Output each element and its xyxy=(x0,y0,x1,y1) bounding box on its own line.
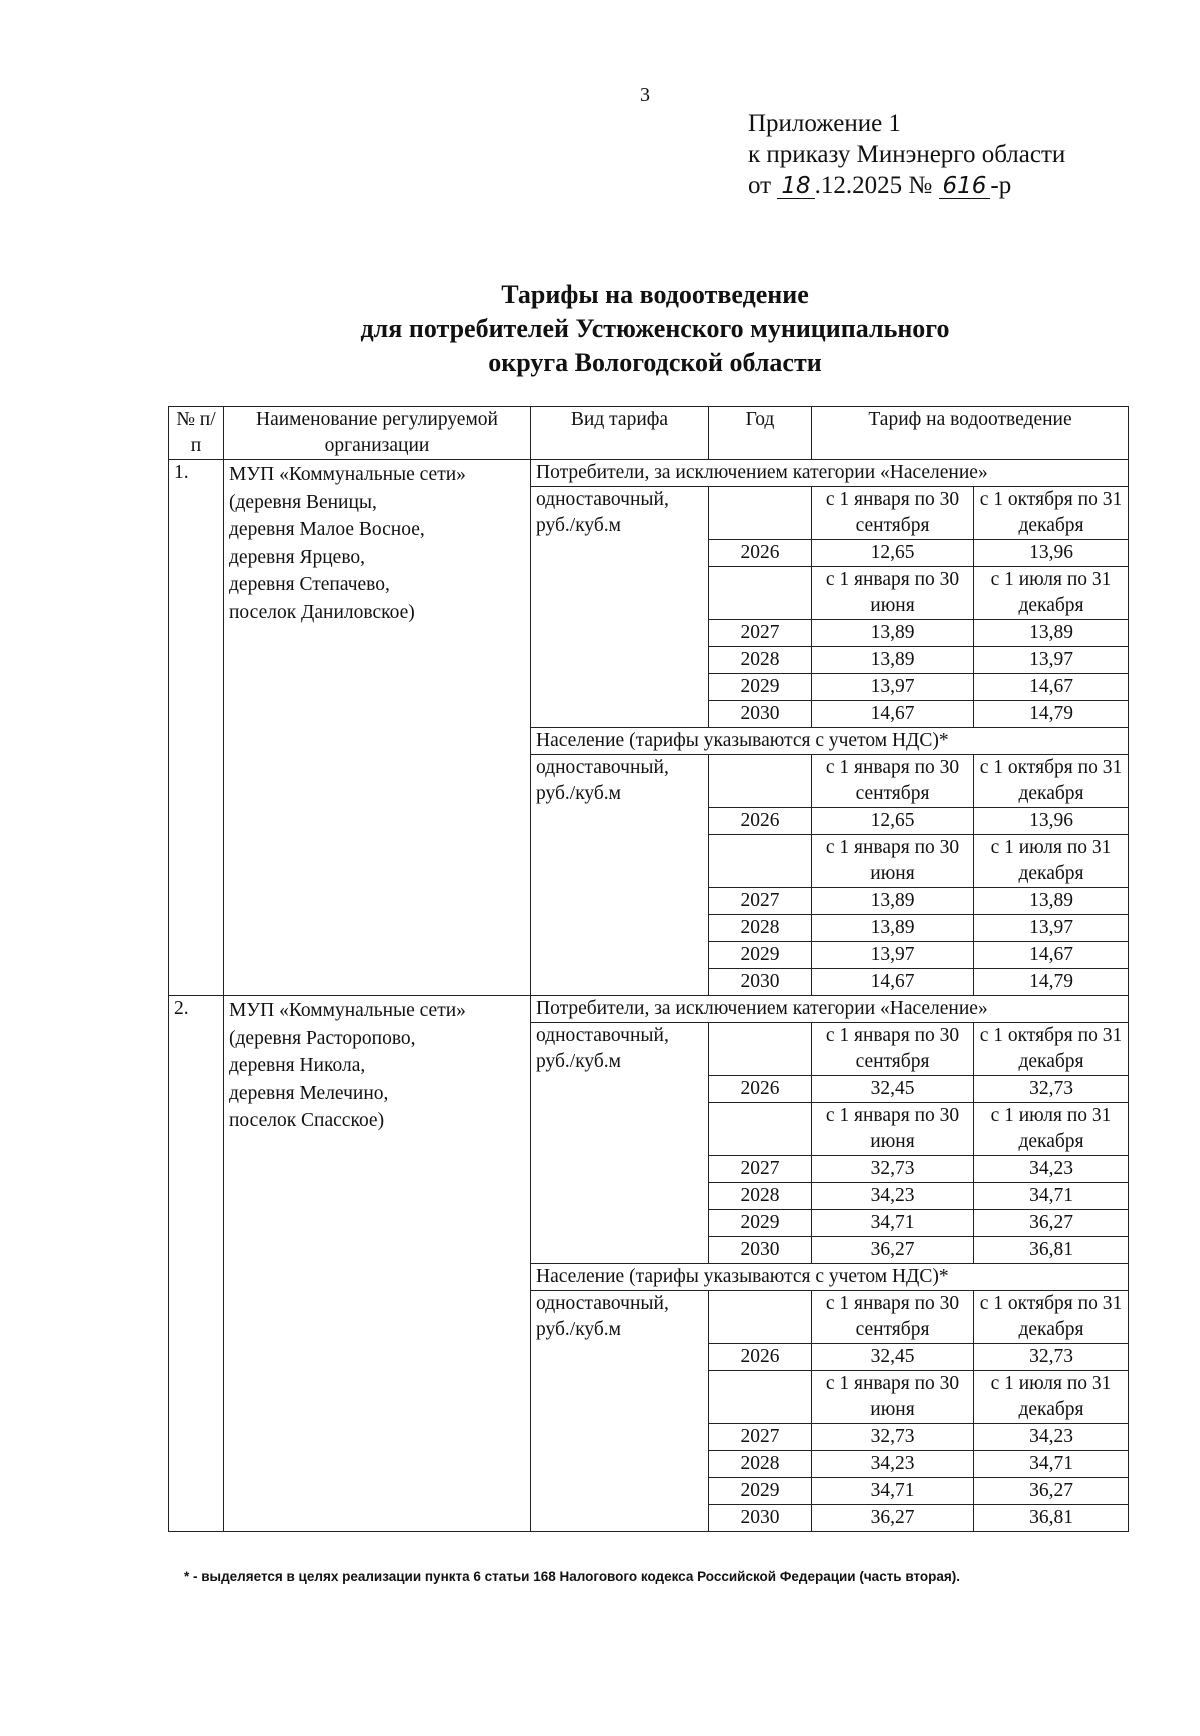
value-second-half: 14,79 xyxy=(974,701,1129,728)
value-first-half: 34,23 xyxy=(812,1183,974,1210)
value-first-half: 14,67 xyxy=(812,701,974,728)
org-number: 1. xyxy=(169,460,224,996)
tariff-type: одноставочный, руб./куб.м xyxy=(531,1023,709,1264)
org-name xyxy=(224,460,531,996)
table-header-row xyxy=(169,407,1129,460)
org-name-line: деревня Малое Восное, xyxy=(229,519,425,540)
year-empty xyxy=(709,487,812,540)
year-cell: 2028 xyxy=(709,1183,812,1210)
org-name-line: поселок Спасское) xyxy=(229,1110,385,1131)
year-empty xyxy=(709,1291,812,1344)
period-end: с 1 октября по 31 декабря xyxy=(974,487,1129,540)
value-first-half: 34,71 xyxy=(812,1210,974,1237)
appendix-order-ref: к приказу Минэнерго области xyxy=(748,141,1066,168)
tariff-table-body xyxy=(169,407,1129,1532)
header-tariff: Тариф на водоотведение xyxy=(812,407,1129,460)
tariff-type: одноставочный, руб./куб.м xyxy=(531,755,709,996)
org-number: 2. xyxy=(169,996,224,1532)
header-org: Наименование регулируемой организации xyxy=(224,407,531,460)
period-start: с 1 января по 30 сентября xyxy=(812,1023,974,1076)
period-start: с 1 января по 30 сентября xyxy=(812,487,974,540)
period-start: с 1 января по 30 июня xyxy=(812,1103,974,1156)
year-cell: 2027 xyxy=(709,888,812,915)
value-second-half: 14,67 xyxy=(974,674,1129,701)
period-end: с 1 октября по 31 декабря xyxy=(974,1291,1129,1344)
value-first-half: 12,65 xyxy=(812,540,974,567)
handwritten-order-number: 616 xyxy=(939,174,991,199)
value-first-half: 13,89 xyxy=(812,647,974,674)
period-end: с 1 июля по 31 декабря xyxy=(974,1103,1129,1156)
date-rest: .12.2025 № xyxy=(814,172,933,199)
year-empty xyxy=(709,835,812,888)
year-cell: 2030 xyxy=(709,701,812,728)
order-suffix: -р xyxy=(990,172,1012,199)
tariff-type: одноставочный, руб./куб.м xyxy=(531,487,709,728)
year-cell: 2029 xyxy=(709,674,812,701)
value-second-half: 13,89 xyxy=(974,888,1129,915)
value-first-half: 34,23 xyxy=(812,1451,974,1478)
value-second-half: 14,79 xyxy=(974,969,1129,996)
year-cell: 2028 xyxy=(709,915,812,942)
category-label: Население (тарифы указываются с учетом НДС)* xyxy=(531,728,1129,755)
appendix-title: Приложение 1 xyxy=(748,110,901,137)
org-name-line: деревня Никола, xyxy=(229,1055,366,1076)
year-empty xyxy=(709,1023,812,1076)
value-first-half: 13,97 xyxy=(812,674,974,701)
value-first-half: 36,27 xyxy=(812,1237,974,1264)
value-first-half: 32,73 xyxy=(812,1424,974,1451)
header-num: № п/п xyxy=(169,407,224,460)
category-label: Население (тарифы указываются с учетом НДС)* xyxy=(531,1264,1129,1291)
org-name-line: деревня Мелечино, xyxy=(229,1082,389,1104)
year-cell: 2028 xyxy=(709,647,812,674)
year-cell: 2026 xyxy=(709,1344,812,1371)
value-second-half: 34,71 xyxy=(974,1183,1129,1210)
year-cell: 2027 xyxy=(709,1156,812,1183)
value-first-half: 36,27 xyxy=(812,1505,974,1532)
footnote: * - выделяется в целях реализации пункта 6 статьи 168 Налогового кодекса Российской Федерации (часть вторая). xyxy=(184,1569,961,1584)
document-title xyxy=(0,278,1200,380)
period-start: с 1 января по 30 сентября xyxy=(812,755,974,808)
year-cell: 2029 xyxy=(709,1210,812,1237)
year-cell: 2027 xyxy=(709,1424,812,1451)
title-line-2: для потребителей Устюженского муниципального xyxy=(360,314,950,343)
tariff-table xyxy=(168,406,1129,1532)
value-second-half: 13,96 xyxy=(974,808,1129,835)
value-first-half: 13,97 xyxy=(812,942,974,969)
value-second-half: 32,73 xyxy=(974,1344,1129,1371)
value-first-half: 32,45 xyxy=(812,1344,974,1371)
value-second-half: 34,23 xyxy=(974,1156,1129,1183)
category-label: Потребители, за исключением категории «Население» xyxy=(531,996,1129,1023)
value-second-half: 13,97 xyxy=(974,915,1129,942)
value-second-half: 13,89 xyxy=(974,620,1129,647)
value-first-half: 34,71 xyxy=(812,1478,974,1505)
year-cell: 2026 xyxy=(709,808,812,835)
year-cell: 2029 xyxy=(709,942,812,969)
date-prefix: от xyxy=(748,172,772,199)
value-first-half: 13,89 xyxy=(812,888,974,915)
title-line-3: округа Вологодской области xyxy=(488,348,822,377)
year-cell: 2030 xyxy=(709,1237,812,1264)
value-first-half: 13,89 xyxy=(812,915,974,942)
value-second-half: 36,81 xyxy=(974,1237,1129,1264)
org-name-line: поселок Даниловское) xyxy=(229,601,415,623)
period-start: с 1 января по 30 сентября xyxy=(812,1291,974,1344)
value-second-half: 13,96 xyxy=(974,540,1129,567)
value-second-half: 36,81 xyxy=(974,1505,1129,1532)
tariff-type: одноставочный, руб./куб.м xyxy=(531,1291,709,1532)
header-type: Вид тарифа xyxy=(531,407,709,460)
org-name-line: (деревня Веницы, xyxy=(229,491,377,513)
period-end: с 1 июля по 31 декабря xyxy=(974,1371,1129,1424)
period-start: с 1 января по 30 июня xyxy=(812,1371,974,1424)
org-name-line: деревня Степачево, xyxy=(229,574,390,595)
period-start: с 1 января по 30 июня xyxy=(812,835,974,888)
value-second-half: 14,67 xyxy=(974,942,1129,969)
year-cell: 2027 xyxy=(709,620,812,647)
org-name xyxy=(224,996,531,1532)
year-cell: 2026 xyxy=(709,1076,812,1103)
period-end: с 1 июля по 31 декабря xyxy=(974,567,1129,620)
category-label: Потребители, за исключением категории «Население» xyxy=(531,460,1129,487)
period-end: с 1 октября по 31 декабря xyxy=(974,1023,1129,1076)
value-second-half: 34,71 xyxy=(974,1451,1129,1478)
org-name-line: (деревня Расторопово, xyxy=(229,1027,416,1049)
title-line-1: Тарифы на водоотведение xyxy=(501,280,809,309)
value-second-half: 36,27 xyxy=(974,1210,1129,1237)
year-empty xyxy=(709,1103,812,1156)
category-row xyxy=(169,460,1129,487)
year-cell: 2030 xyxy=(709,969,812,996)
value-first-half: 13,89 xyxy=(812,620,974,647)
value-second-half: 13,97 xyxy=(974,647,1129,674)
value-second-half: 34,23 xyxy=(974,1424,1129,1451)
page-number: 3 xyxy=(640,84,650,106)
org-name-line: деревня Ярцево, xyxy=(229,546,366,568)
value-first-half: 32,73 xyxy=(812,1156,974,1183)
value-first-half: 32,45 xyxy=(812,1076,974,1103)
period-start: с 1 января по 30 июня xyxy=(812,567,974,620)
year-cell: 2030 xyxy=(709,1505,812,1532)
year-empty xyxy=(709,567,812,620)
handwritten-day: 18 xyxy=(777,174,814,199)
year-empty xyxy=(709,1371,812,1424)
appendix-date-line xyxy=(748,170,1065,201)
period-end: с 1 октября по 31 декабря xyxy=(974,755,1129,808)
value-second-half: 36,27 xyxy=(974,1478,1129,1505)
year-empty xyxy=(709,755,812,808)
year-cell: 2028 xyxy=(709,1451,812,1478)
value-first-half: 12,65 xyxy=(812,808,974,835)
year-cell: 2026 xyxy=(709,540,812,567)
appendix-header xyxy=(748,108,1065,201)
category-row xyxy=(169,996,1129,1023)
period-end: с 1 июля по 31 декабря xyxy=(974,835,1129,888)
org-name-line: МУП «Коммунальные сети» xyxy=(229,1000,466,1021)
org-name-line: МУП «Коммунальные сети» xyxy=(229,464,466,485)
header-year: Год xyxy=(709,407,812,460)
value-second-half: 32,73 xyxy=(974,1076,1129,1103)
value-first-half: 14,67 xyxy=(812,969,974,996)
year-cell: 2029 xyxy=(709,1478,812,1505)
